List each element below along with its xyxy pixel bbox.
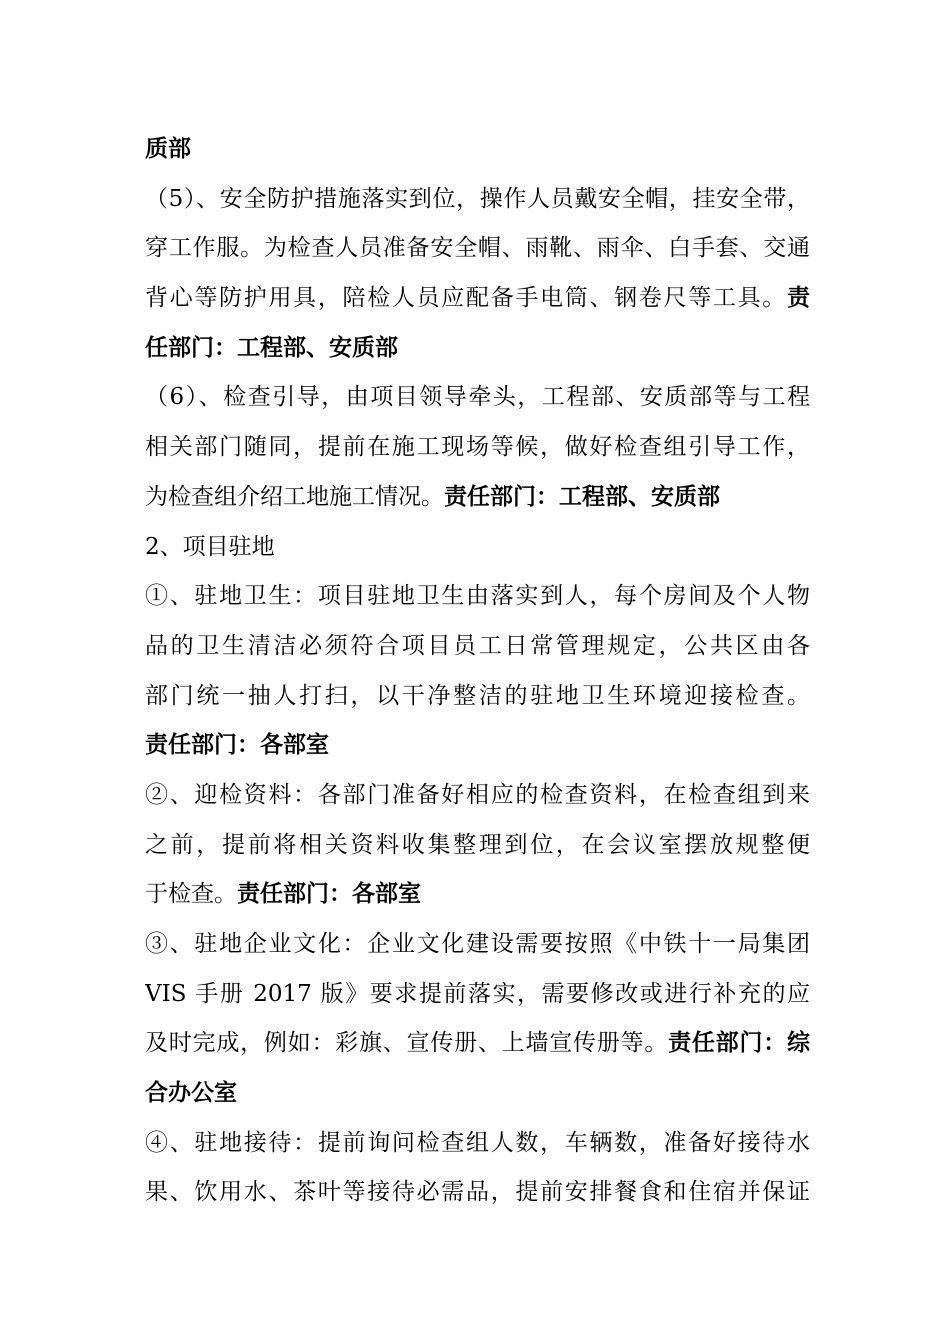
body-text: 果、饮用水、茶叶等接待必需品，提前安排餐食和住宿并保证: [145, 1179, 810, 1206]
text-line: [145, 274, 810, 324]
body-text: ①、驻地卫生：项目驻地卫生由落实到人，每个房间及个人物: [145, 583, 810, 610]
text-line: [145, 373, 810, 423]
body-text: 之前，提前将相关资料收集整理到位，在会议室摆放规整便: [145, 831, 810, 858]
text-line: [145, 970, 810, 1020]
body-text: 背心等防护用具，陪检人员应配备手电筒、钢卷尺等工具。: [145, 285, 787, 312]
text-line: [145, 920, 810, 970]
text-line: [145, 1019, 810, 1069]
bold-text: 责任部门：各部室: [145, 732, 329, 759]
text-line: [145, 721, 810, 771]
body-text: （6）、检查引导，由项目领导牵头，工程部、安质部等与工程: [145, 384, 810, 411]
body-text: ②、迎检资料：各部门准备好相应的检查资料，在检查组到来: [145, 781, 810, 808]
bold-text: 责任部门：工程部、安质部: [444, 483, 720, 510]
body-text: 相关部门随同，提前在施工现场等候，做好检查组引导工作，: [145, 434, 810, 461]
bold-text: 责任部门：综: [668, 1030, 810, 1057]
body-text: ④、驻地接待：提前询问检查组人数，车辆数，准备好接待水: [145, 1129, 810, 1156]
bold-text: 合办公室: [145, 1080, 237, 1107]
body-text: 部门统一抽人打扫，以干净整洁的驻地卫生环境迎接检查。: [145, 682, 810, 709]
body-text: 为检查组介绍工地施工情况。: [145, 483, 444, 510]
body-text: 品的卫生清洁必须符合项目员工日常管理规定，公共区由各: [145, 632, 810, 659]
text-line: [145, 473, 810, 523]
bold-text: 责: [787, 285, 810, 312]
text-line: [145, 324, 810, 374]
body-text: 及时完成，例如：彩旗、宣传册、上墙宣传册等。: [145, 1030, 669, 1057]
body-text: 2、项目驻地: [145, 533, 275, 560]
body-text: ③、驻地企业文化：企业文化建设需要按照《中铁十一局集团: [145, 931, 810, 957]
bold-text: 质部: [145, 136, 191, 162]
text-line: [145, 523, 810, 573]
text-line: [145, 224, 810, 274]
text-line: [145, 870, 810, 920]
text-line: [145, 771, 810, 821]
text-line: [145, 1069, 810, 1119]
text-line: [145, 821, 810, 871]
body-text: 于检查。: [145, 881, 237, 908]
text-line: [145, 572, 810, 622]
text-line: [145, 1119, 810, 1169]
body-text: （5）、安全防护措施落实到位，操作人员戴安全帽，挂安全带，: [145, 185, 810, 212]
text-line: [145, 1168, 810, 1218]
document-page: [145, 125, 810, 1218]
body-text: 穿工作服。为检查人员准备安全帽、雨靴、雨伞、白手套、交通: [145, 235, 810, 262]
text-line: [145, 125, 810, 175]
text-line: [145, 423, 810, 473]
bold-text: 任部门：工程部、安质部: [145, 334, 398, 361]
text-line: [145, 672, 810, 722]
text-line: [145, 622, 810, 672]
bold-text: 责任部门：各部室: [237, 881, 421, 908]
text-line: [145, 175, 810, 225]
body-text: VIS 手册 2017 版》要求提前落实，需要修改或进行补充的应: [145, 980, 810, 1007]
